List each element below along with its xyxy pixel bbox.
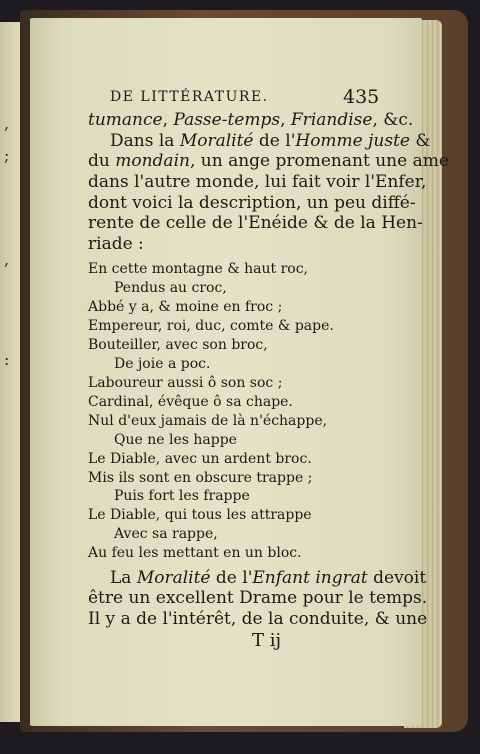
text-line: rente de celle de l'Enéide & de la Hen- xyxy=(88,213,423,234)
margin-mark: ; xyxy=(4,146,10,165)
page-number: 435 xyxy=(343,86,380,108)
verse-line: En cette montagne & haut roc, xyxy=(88,261,308,278)
text-line: La Moralité de l'Enfant ingrat devoit xyxy=(110,567,427,588)
margin-mark: : xyxy=(4,350,10,369)
verse-line: Que ne les happe xyxy=(114,431,237,448)
text-line: riade : xyxy=(88,233,144,254)
text-line: tumance, Passe-temps, Friandise, &c. xyxy=(88,110,414,131)
verse-line: Empereur, roi, duc, comte & pape. xyxy=(88,318,334,335)
verse-line: Abbé y a, & moine en froc ; xyxy=(88,299,283,316)
header-title: DE LITTÉRATURE. xyxy=(110,89,269,106)
text-line: Il y a de l'intérêt, de la conduite, & une xyxy=(88,608,428,629)
verse-line: Le Diable, avec un ardent broc. xyxy=(88,450,312,467)
verse-line: De joie a poc. xyxy=(114,356,211,373)
running-header xyxy=(110,89,269,105)
verse-line: Mis ils sont en obscure trappe ; xyxy=(88,469,313,486)
verse-line: Laboureur aussi ô son soc ; xyxy=(88,374,283,391)
verse-line: Pendus au croc, xyxy=(114,280,227,297)
text-line: être un excellent Drame pour le temps. xyxy=(88,588,428,609)
verse-line: Avec sa rappe, xyxy=(114,526,218,543)
verse-line: Cardinal, évêque ô sa chape. xyxy=(88,393,293,410)
text-line: Dans la Moralité de l'Homme juste & xyxy=(110,130,431,151)
signature-mark: T ij xyxy=(252,629,282,651)
verse-line: Nul d'eux jamais de là n'échappe, xyxy=(88,412,328,429)
margin-mark: , xyxy=(4,250,10,269)
margin-mark: , xyxy=(4,114,10,133)
text-line: du mondain, un ange promenant une ame xyxy=(88,151,449,172)
verse-line: Bouteiller, avec son broc, xyxy=(88,337,268,354)
book-page xyxy=(30,18,449,726)
verse-line: Le Diable, qui tous les attrappe xyxy=(88,507,312,524)
verse-line: Au feu les mettant en un bloc. xyxy=(88,545,302,562)
verse-line: Puis fort les frappe xyxy=(114,488,250,505)
text-line: dans l'autre monde, lui fait voir l'Enfer, xyxy=(88,172,427,192)
text-line: dont voici la description, un peu diffé- xyxy=(88,192,416,213)
